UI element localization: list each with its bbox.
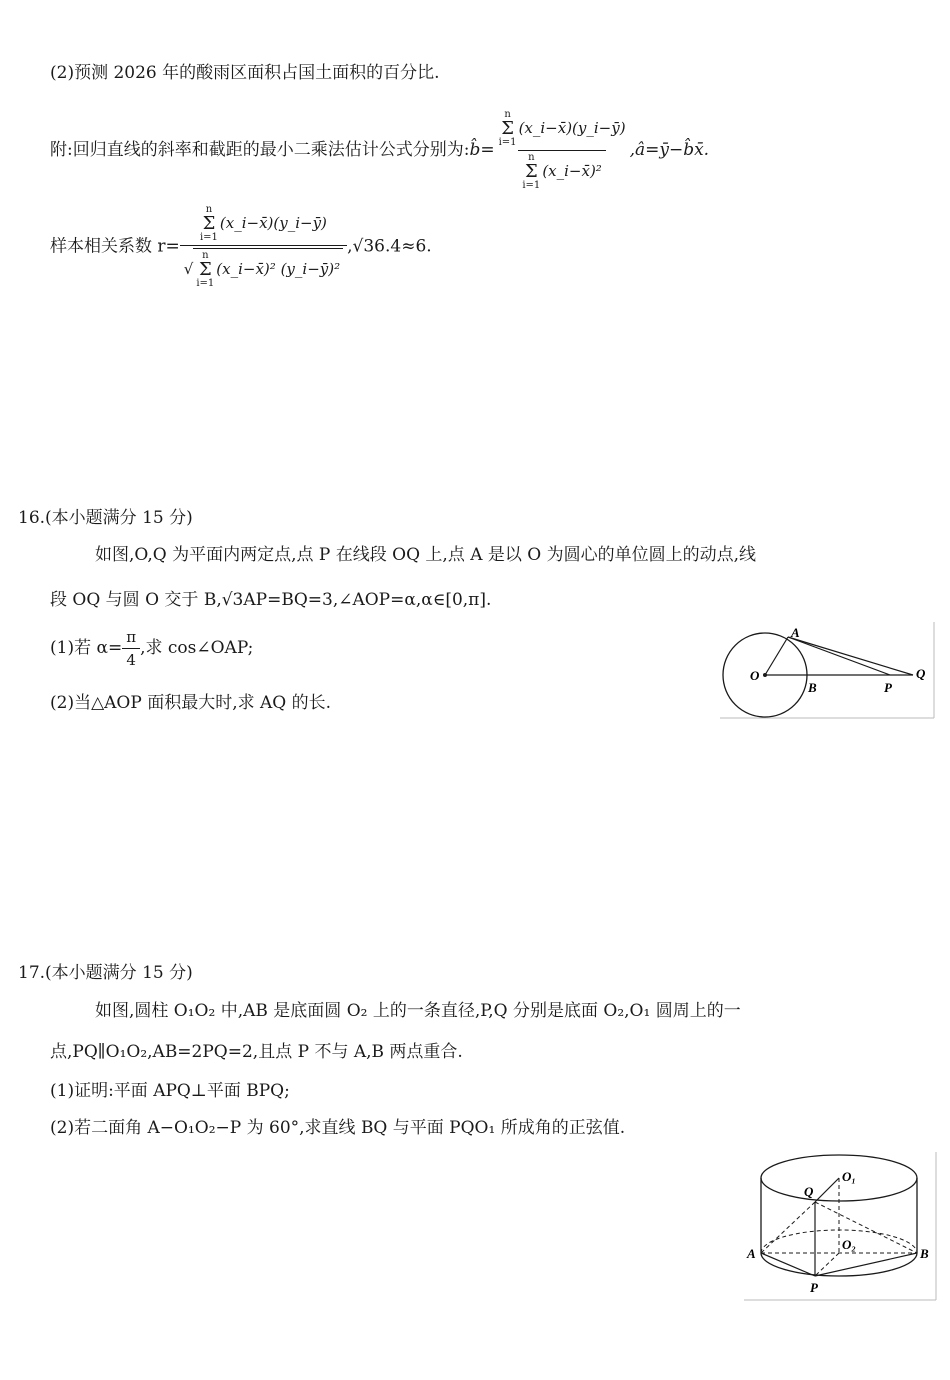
q16-body-line2: 段 OQ 与圆 O 交于 B,√3AP=BQ=3,∠AOP=α,α∈[0,π].: [50, 590, 492, 610]
b-formula-fraction: [495, 110, 630, 191]
four: 4: [122, 648, 140, 669]
q17-part1: (1)证明:平面 APQ⊥平面 BPQ;: [50, 1081, 290, 1101]
q17-body-line1: 如图,圆柱 O₁O₂ 中,AB 是底面圆 O₂ 上的一条直径,P,Q 分别是底面 O₂,O₁ 圆周上的一: [95, 1001, 741, 1021]
q16-part2: (2)当△AOP 面积最大时,求 AQ 的长.: [50, 693, 332, 713]
q16-header: 16.(本小题满分 15 分): [18, 508, 193, 528]
label-p: P: [810, 1280, 818, 1295]
q17-body-line2: 点,PQ∥O₁O₂,AB=2PQ=2,且点 P 不与 A,B 两点重合.: [50, 1042, 463, 1062]
r-formula-numerator: [196, 205, 331, 245]
b-num-text: (x_i−x̄)(y_i−ȳ): [518, 119, 626, 137]
q17-part2: (2)若二面角 A−O₁O₂−P 为 60°,求直线 BQ 与平面 PQO₁ 所成角的正弦值.: [50, 1118, 626, 1138]
r-formula-fraction: [180, 205, 347, 289]
r-formula-denominator: √ n Σ i=1 (x_i−x̄)² (y_i−ȳ)²: [180, 245, 347, 289]
label-q: Q: [916, 666, 926, 681]
label-o2: O₂: [842, 1237, 856, 1252]
q17-header: 17.(本小题满分 15 分): [18, 963, 193, 983]
label-q: Q: [804, 1184, 814, 1199]
label-b: B: [920, 1246, 929, 1261]
segment-o2p: [815, 1253, 839, 1276]
q15-appendix-lead: 附:回归直线的斜率和截距的最小二乘法估计公式分别为:: [50, 140, 470, 160]
label-o1: O₁: [842, 1169, 856, 1184]
r-lead: 样本相关系数 r=: [50, 236, 180, 257]
sum-symbol: n Σ i=1: [199, 204, 218, 243]
a-hat-formula: ,â=ȳ−b̂x̄.: [629, 140, 710, 160]
b-formula-denominator: [518, 150, 605, 191]
b-hat: b̂=: [469, 140, 495, 160]
q16-figure: [720, 620, 935, 722]
bottom-base-front: [761, 1253, 917, 1276]
q16-part1-prefix: (1)若 α=: [50, 638, 123, 658]
label-o: O: [750, 668, 760, 683]
pi: π: [126, 628, 137, 646]
q16-part1-suffix: ,求 cos∠OAP;: [140, 638, 254, 658]
b-formula-numerator: [495, 110, 630, 150]
label-a: A: [747, 1246, 756, 1261]
sqrt-approx: ,√36.4≈6.: [347, 236, 432, 257]
q16-part1: [50, 628, 253, 669]
sum-symbol: n Σ i=1: [522, 152, 541, 191]
segment-bp: [815, 1253, 917, 1276]
sum-symbol: n Σ i=1: [196, 250, 215, 289]
sum-symbol: n Σ i=1: [498, 109, 517, 148]
q15-part2: (2)预测 2026 年的酸雨区面积占国土面积的百分比.: [50, 63, 440, 83]
segment-oa: [765, 637, 788, 675]
label-b: B: [808, 680, 817, 695]
label-p: P: [884, 680, 892, 695]
q15-r-formula: [50, 205, 432, 289]
segment-ap: [788, 637, 890, 675]
segment-ap: [761, 1253, 815, 1276]
r-den-text: (x_i−x̄)² (y_i−ȳ)²: [216, 260, 341, 278]
pi-over-4: [122, 628, 140, 669]
q15-appendix: [50, 110, 709, 191]
r-num-text: (x_i−x̄)(y_i−ȳ): [219, 214, 327, 232]
segment-qa: [761, 1202, 815, 1253]
segment-qb: [815, 1202, 917, 1253]
sqrt-group: [193, 248, 343, 289]
b-den-text: (x_i−x̄)²: [542, 162, 602, 180]
q17-figure: [742, 1150, 937, 1302]
segment-o1q: [815, 1178, 839, 1202]
label-a: A: [791, 625, 800, 640]
q16-body-line1: 如图,O,Q 为平面内两定点,点 P 在线段 OQ 上,点 A 是以 O 为圆心的单位圆上的动点,线: [95, 545, 757, 565]
